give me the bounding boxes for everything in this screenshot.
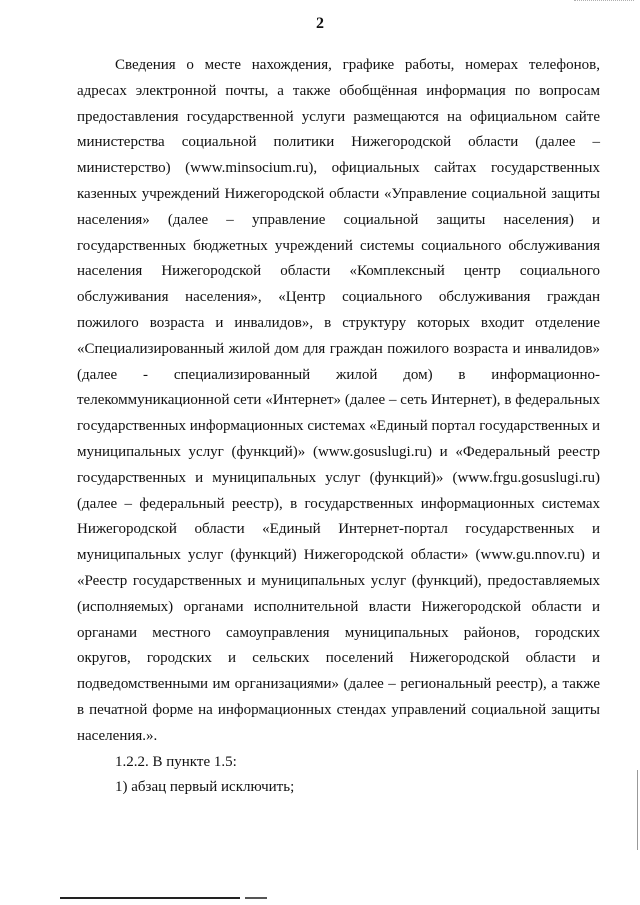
scan-rule-bottom xyxy=(60,897,240,899)
document-body xyxy=(77,53,600,801)
scan-rule-bottom-short xyxy=(245,897,267,899)
main-paragraph: Сведения о месте нахождения, графике работы, номерах телефонов, адресах электронной почты, а также обобщённая информация по вопросам предоставления государственной услуги размещаются на официальном сайте министерства социальной политики Нижегородской области (далее – министерство) (www.minsocium.ru), официальных сайтах государственных казенных учреждений Нижегородской области «Управление социальной защиты населения» (далее – управление социальной защиты населения) и государственных бюджетных учреждений системы социального обслуживания населения Нижегородской области «Комплексный центр социального обслуживания населения», «Центр социального обслуживания граждан пожилого возраста и инвалидов», в структуру которых входит отделение «Специализированный жилой дом для граждан пожилого возраста и инвалидов» (далее - специализированный жилой дом) в информационно-телекоммуникационной сети «Интернет» (далее – сеть Интернет), в федеральных государственных информационных системах «Единый портал государственных и муниципальных услуг (функций)» (www.gosuslugi.ru) и «Федеральный реестр государственных и муниципальных услуг (функций)» (www.frgu.gosuslugi.ru) (далее – федеральный реестр), в государственных информационных системах Нижегородской области «Единый Интернет-портал государственных и муниципальных услуг (функций) Нижегородской области» (www.gu.nnov.ru) и «Реестр государственных и муниципальных услуг (функций), предоставляемых (исполняемых) органами исполнительной власти Нижегородской области и органами местного самоуправления муниципальных районов, городских округов, городских и сельских поселений Нижегородской области и подведомственными им организациями» (далее – региональный реестр), а также в печатной форме на информационных стендах управлений социальной защиты населения.». xyxy=(77,57,600,744)
clause-item: 1) абзац первый исключить; xyxy=(115,779,295,796)
clause-item: 1.2.2. В пункте 1.5: xyxy=(115,753,237,770)
scan-edge-mark xyxy=(637,770,638,850)
scan-mark-top xyxy=(574,0,634,4)
page-number: 2 xyxy=(316,15,324,32)
